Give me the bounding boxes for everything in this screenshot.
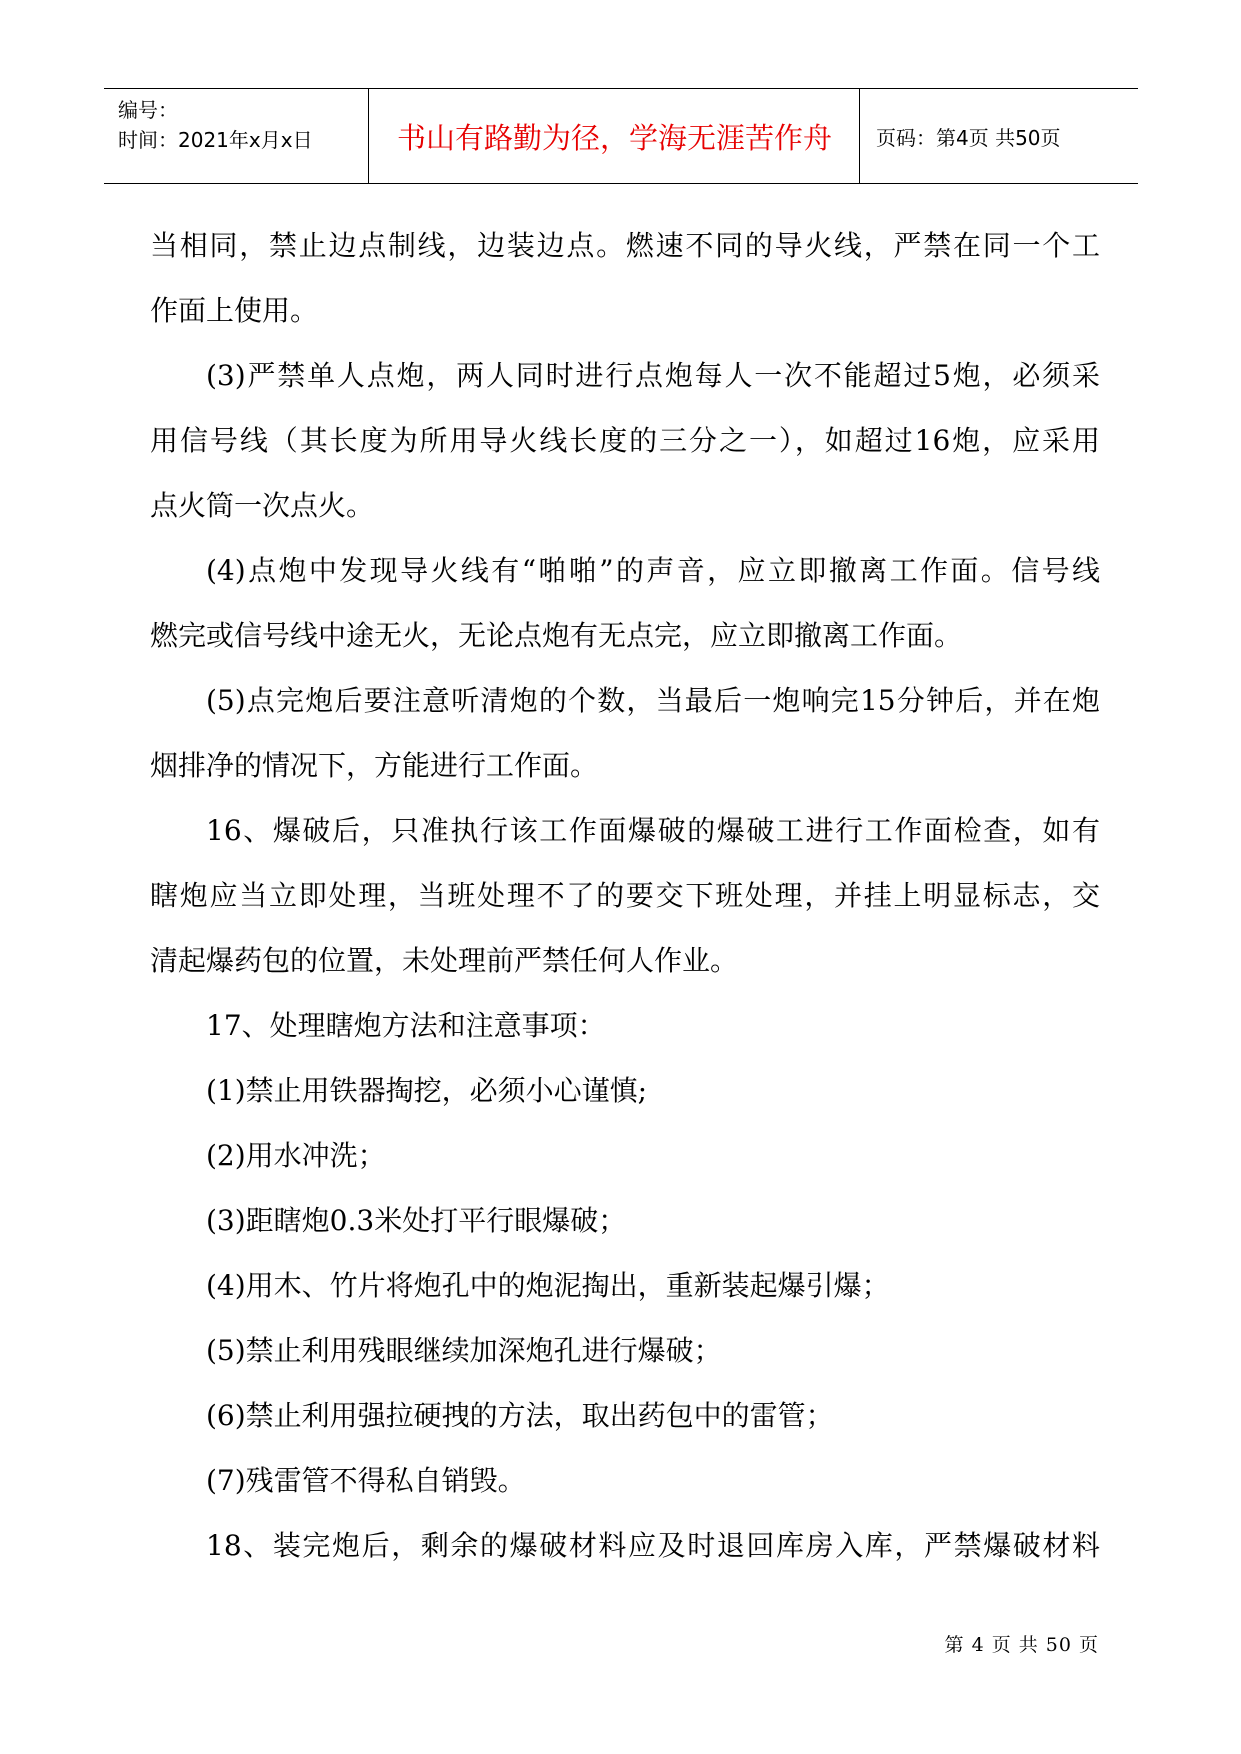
body-line: 作面上使用。: [150, 294, 319, 327]
page-footer: 第 4 页 共 50 页: [944, 1634, 1099, 1656]
header-divider-left: [368, 89, 369, 183]
document-time-label: 时间：2021年x月x日: [118, 128, 313, 152]
body-line: (5)点完炮后要注意听清炮的个数，当最后一炮响完15分钟后，并在炮: [206, 684, 1100, 717]
header-motto: 书山有路勤为径，学海无涯苦作舟: [396, 120, 832, 155]
document-body: [150, 213, 1100, 1578]
body-line: 当相同，禁止边点制线，边装边点。燃速不同的导火线，严禁在同一个工: [150, 229, 1100, 262]
body-line: 点火筒一次点火。: [150, 489, 375, 522]
body-line: (4)点炮中发现导火线有“啪啪”的声音，应立即撤离工作面。信号线: [206, 554, 1100, 587]
body-line: (4)用木、竹片将炮孔中的炮泥掏出，重新装起爆引爆；: [206, 1269, 890, 1302]
body-line: (5)禁止利用残眼继续加深炮孔进行爆破；: [206, 1334, 722, 1367]
body-line: 烟排净的情况下，方能进行工作面。: [150, 749, 599, 782]
document-number-label: 编号：: [118, 98, 178, 122]
header-meta: [118, 95, 313, 155]
body-line: (3)严禁单人点炮，两人同时进行点炮每人一次不能超过5炮，必须采: [206, 359, 1100, 392]
body-line: (2)用水冲洗；: [206, 1139, 386, 1172]
body-line: 18、装完炮后，剩余的爆破材料应及时退回库房入库，严禁爆破材料: [206, 1529, 1100, 1562]
body-line: 用信号线（其长度为所用导火线长度的三分之一），如超过16炮，应采用: [150, 424, 1100, 457]
header-divider-right: [859, 89, 860, 183]
body-line: 瞎炮应当立即处理，当班处理不了的要交下班处理，并挂上明显标志，交: [150, 879, 1100, 912]
body-line: 17、处理瞎炮方法和注意事项：: [206, 1009, 606, 1042]
body-line: 16、爆破后，只准执行该工作面爆破的爆破工进行工作面检查，如有: [206, 814, 1100, 847]
body-line: (6)禁止利用强拉硬拽的方法，取出药包中的雷管；: [206, 1399, 834, 1432]
body-line: 燃完或信号线中途无火，无论点炮有无点完，应立即撤离工作面。: [150, 619, 963, 652]
body-line: 清起爆药包的位置，未处理前严禁任何人作业。: [150, 944, 739, 977]
body-line: (7)残雷管不得私自销毁。: [206, 1464, 526, 1497]
header-page-info: 页码：第4页 共50页: [876, 125, 1061, 150]
body-line: (1)禁止用铁器掏挖，必须小心谨慎;: [206, 1074, 648, 1107]
document-header: [104, 88, 1138, 184]
body-line: (3)距瞎炮0.3米处打平行眼爆破；: [206, 1204, 627, 1237]
